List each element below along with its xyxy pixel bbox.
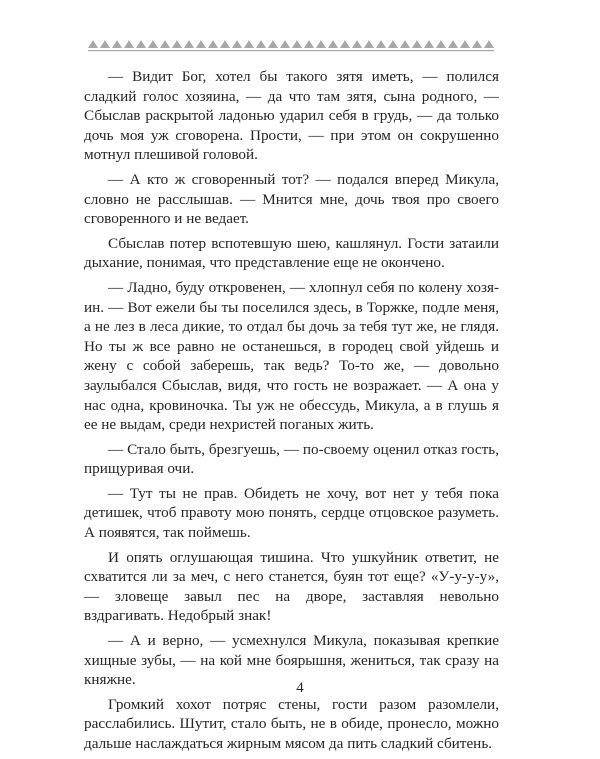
ornament-triangle [328, 40, 338, 48]
paragraph: — Стало быть, брезгуешь, — по-своему оценил отказ гость, прищуривая очи. [84, 440, 499, 478]
ornament-triangle [148, 40, 158, 48]
ornament-triangle [256, 40, 266, 48]
ornament-triangle [304, 40, 314, 48]
paragraph: Сбыслав потер вспотевшую шею, кашлянул. Гости затаили дыхание, понимая, что представление еще не окончено. [84, 234, 499, 272]
ornament-triangle [436, 40, 446, 48]
ornament-triangle [112, 40, 122, 48]
ornament-line [88, 50, 494, 51]
ornament-triangle [220, 40, 230, 48]
ornament-triangle [100, 40, 110, 48]
paragraph: — Тут ты не прав. Обидеть не хочу, вот нет у тебя пока детишек, чтоб правоту мою понять, сердце отцовское разуметь. А появятся, так поймешь. [84, 484, 499, 542]
ornament-triangle [160, 40, 170, 48]
paragraph: И опять оглушающая тишина. Что ушкуйник ответит, не схватится ли за меч, с него станется, буян тот еще? «У-у-у-у», — зловеще завыл пес на дворе, заставляя невольно вздрагивать. Недобрый знак! [84, 548, 499, 625]
ornament-triangle [472, 40, 482, 48]
ornament-triangle [400, 40, 410, 48]
ornament-triangle [268, 40, 278, 48]
ornament-triangle [316, 40, 326, 48]
ornament-triangle [244, 40, 254, 48]
ornament-triangle [136, 40, 146, 48]
ornament-triangle [184, 40, 194, 48]
ornament-triangle [364, 40, 374, 48]
ornament-triangle [340, 40, 350, 48]
ornament-triangle [88, 40, 98, 48]
ornament-triangle [172, 40, 182, 48]
ornament-triangle [232, 40, 242, 48]
page-number: 4 [296, 680, 304, 696]
ornament-triangle [280, 40, 290, 48]
ornament-triangle [208, 40, 218, 48]
ornament-triangle [484, 40, 494, 48]
ornament-triangle [352, 40, 362, 48]
body-text [84, 67, 499, 759]
paragraph: — Ладно, буду откровенен, — хлопнул себя по колену хозяин. — Вот ежели бы ты поселился здесь, в Торжке, подле меня, а не лез в леса дикие, то отдал бы дочь за тебя тут же, не глядя. Но ты ж все равно не останешься, в городец свой уйдешь и жену с собой заберешь, так ведь? То-то же, — довольно заулыбался Сбыслав, видя, что гость не возражает. — А она у нас одна, кровиночка. Ты уж не обессудь, Микула, а в глушь я ее не выдам, среди нехристей поганых жить. [84, 278, 499, 434]
paragraph: Громкий хохот потряс стены, гости разом разомлели, расслабились. Шутит, стало быть, не в обиде, пронесло, можно дальше наслаждаться жирным мясом да пить сладкий сбитень. [84, 695, 499, 752]
ornament-triangle [460, 40, 470, 48]
ornament-triangle [388, 40, 398, 48]
ornament-triangle [412, 40, 422, 48]
ornament-triangle [124, 40, 134, 48]
ornament-triangle [292, 40, 302, 48]
paragraph: — А кто ж сговоренный тот? — подался вперед Микула, словно не расслышав. — Мнится мне, дочь твоя про своего сговоренного и не ведает. [84, 170, 499, 228]
ornament-triangle [448, 40, 458, 48]
paragraph: — Видит Бог, хотел бы такого зятя иметь, — полился сладкий голос хозяина, — да что там зятя, сына родного, — Сбыслав раскрытой ладонью ударил себя в грудь, — да только дочь моя уж сговорена. Прости, — при этом он сокрушенно мотнул плешивой головой. [84, 68, 499, 164]
paragraph: — А и верно, — усмехнулся Микула, показывая крепкие хищные зубы, — на кой мне боярышня, жениться, так сразу на княжне. [84, 632, 499, 689]
header-ornament [88, 37, 494, 53]
ornament-triangle [376, 40, 386, 48]
ornament-triangle [196, 40, 206, 48]
ornament-triangle [424, 40, 434, 48]
